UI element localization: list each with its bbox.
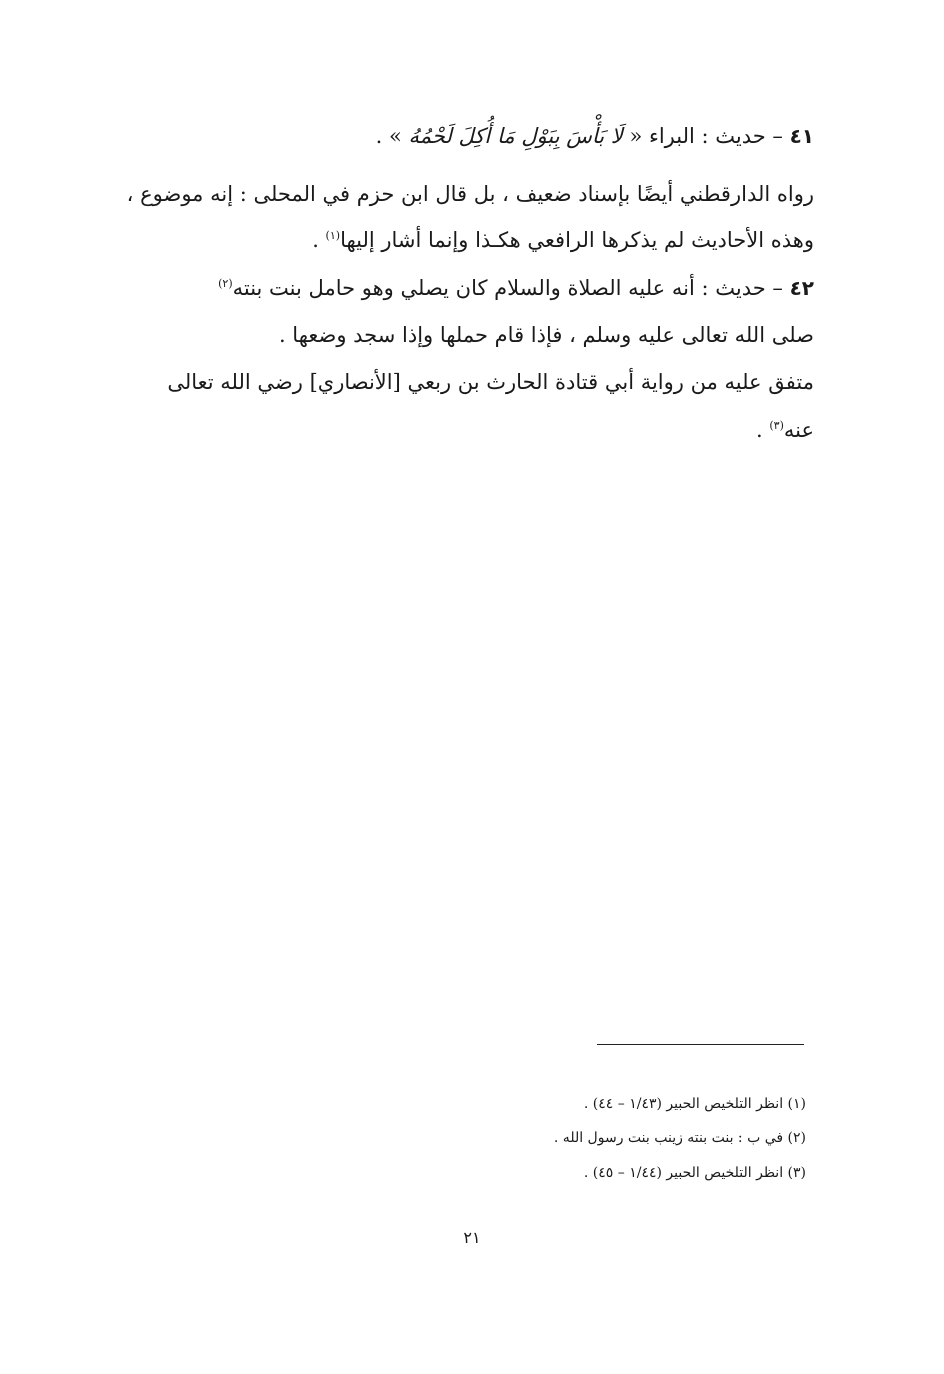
- hadith-text: لَا بَأْسَ بِبَوْلِ مَا أُكِلَ لَحْمُهُ: [408, 124, 623, 148]
- paragraph-text: صلى الله تعالى عليه وسلم ، فإذا قام حملها وإذا سجد وضعها .: [278, 323, 814, 347]
- paragraph-text: وهذه الأحاديث لم يذكرها الرافعي هكـذا وإنما أشار إليها: [340, 228, 814, 252]
- footnote-item: (٣) انظر التلخيص الحبير (١/٤٤ – ٤٥) .: [583, 1165, 806, 1181]
- footnotes: [406, 0, 806, 1200]
- footnote-ref: (٣): [769, 419, 784, 432]
- footnote-item: (٢) في ب : بنت بنته زينب بنت رسول الله .: [553, 1130, 806, 1146]
- hadith-number: ٤٢: [789, 276, 814, 300]
- paragraph-text: .: [312, 228, 326, 252]
- paragraph-text: عنه: [783, 418, 814, 442]
- hadith-label: – حديث : البراء «: [622, 124, 790, 148]
- paragraph-text: رواه الدارقطني أيضًا بإسناد ضعيف ، بل قال ابن حزم في المحلى : إنه موضوع ،: [126, 182, 814, 206]
- hadith-label: – حديث : أنه عليه الصلاة والسلام كان يصلي وهو حامل بنت بنته: [232, 276, 790, 300]
- hadith-number: ٤١: [789, 124, 814, 148]
- footnote-item: (١) انظر التلخيص الحبير (١/٤٣ – ٤٤) .: [583, 1096, 806, 1112]
- footnote-ref: (١): [325, 229, 341, 242]
- paragraph-text: متفق عليه من رواية أبي قتادة الحارث بن ربعي [الأنصاري] رضي الله تعالى: [167, 370, 814, 394]
- paragraph-text: .: [755, 418, 770, 442]
- hadith-close: » .: [375, 124, 409, 148]
- page-number: ٢١: [463, 1228, 481, 1247]
- footnote-ref: (٢): [218, 277, 233, 290]
